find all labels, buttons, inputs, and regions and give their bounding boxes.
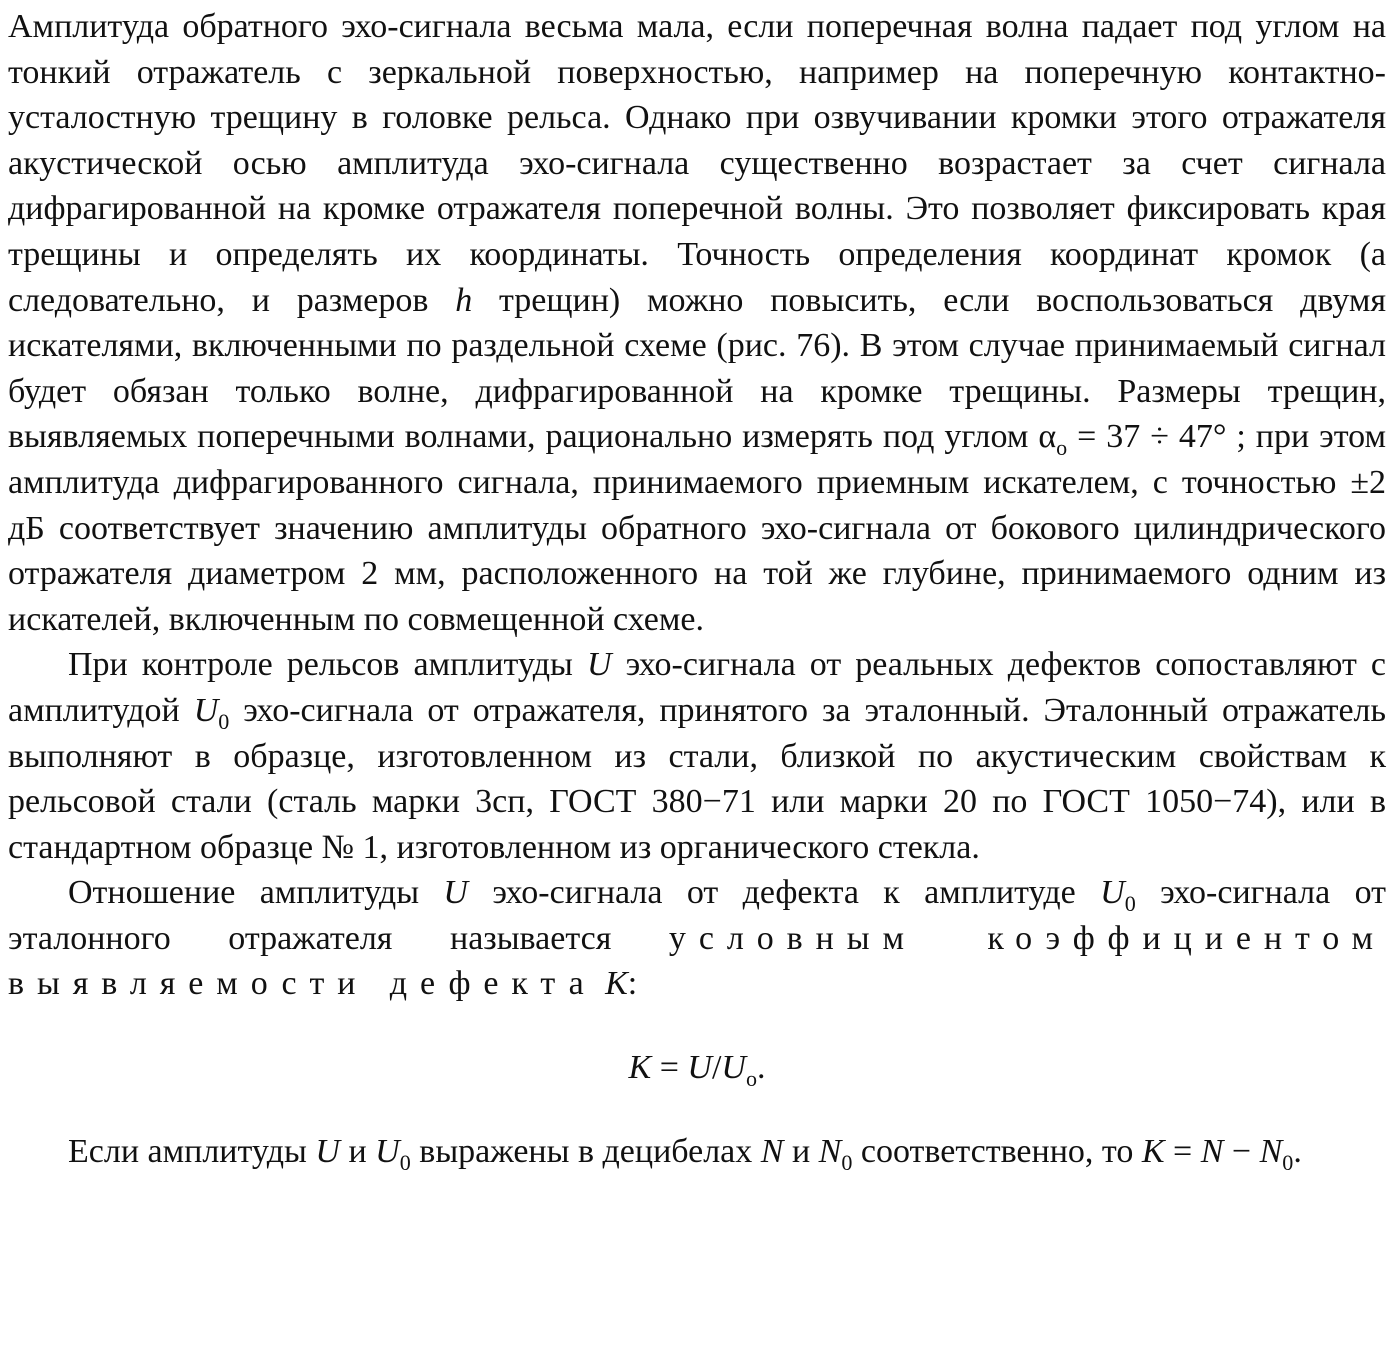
paragraph-2-text-a: При контроле рельсов амплитуды [68, 646, 573, 684]
paragraph-1-text-c: = 37 ÷ 47° ; при этом амплитуда дифрагированного сигнала, принимаемого приемным искателем, с точностью ±2 дБ соответствует значению амплитуды обратного эхо-сигнала от бокового цилиндрического отражателя диаметром 2 мм, расположенного на той же глубине, принимаемого одним из искателей, включенным по совмещенной схеме. [8, 418, 1387, 638]
paragraph-1 [8, 4, 1386, 642]
paragraph-4-text-b: выражены в децибелах [419, 1132, 753, 1170]
U0-symbol: U [193, 691, 219, 729]
paragraph-3-text-c: эхо-сигнала от эталонного отражателя называется [8, 874, 1386, 957]
paragraph-1-text-b: трещин) можно повысить, если воспользоваться двумя искателями, включенными по раздельной схеме (рис. 76). В этом случае принимаемый сигнал будет обязан только волне, дифрагированной на кромке трещины. Размеры трещин, выявляемых поперечными волнами, рационально измерять под углом [8, 281, 1387, 456]
N0-symbol: N [818, 1132, 842, 1170]
equals: = [1164, 1132, 1201, 1170]
N0-subscript: 0 [1282, 1149, 1294, 1175]
paragraph-2-text-b: эхо-сигнала от реальных дефектов сопоставляют с амплитудой [8, 646, 1387, 729]
variable-U0 [375, 1132, 411, 1175]
defined-term: условным коэффициентом выявляемости дефекта [8, 919, 1386, 1003]
variable-K: K [605, 965, 628, 1003]
variable-N0: N [1259, 1132, 1283, 1170]
and-word-1: и [348, 1132, 367, 1170]
formula [8, 1045, 1386, 1091]
U0-symbol: U [375, 1132, 400, 1170]
variable-U: U [586, 646, 612, 684]
paragraph-3-text-b: эхо-сигнала от дефекта к амплитуде [492, 874, 1076, 912]
variable-U: U [315, 1132, 340, 1170]
variable-N0 [818, 1132, 853, 1175]
paragraph-3-text-a: Отношение амплитуды [68, 874, 420, 912]
variable-N: N [760, 1132, 784, 1170]
U0-subscript: 0 [399, 1149, 411, 1175]
paragraph-2 [8, 642, 1386, 870]
paragraph-4-text-a: Если амплитуды [68, 1132, 307, 1170]
document-page [8, 4, 1386, 1174]
paragraph-4 [8, 1129, 1386, 1175]
paragraph-3 [8, 870, 1386, 1007]
U0-subscript: 0 [1124, 891, 1136, 917]
variable-alpha [1038, 418, 1068, 461]
paragraph-1-text-a: Амплитуда обратного эхо-сигнала весьма мала, если поперечная волна падает под углом на тонкий отражатель с зеркальной поверхностью, например на поперечную контактно-усталостную трещину в головке рельса. Однако при озвучивании кромки этого отражателя акустической осью амплитуда эхо-сигнала существенно возрастает за счет сигнала дифрагированной на кромке отражателя поперечной волны. Это позволяет фиксировать края трещины и определять их координаты. Точность определения координат кромок (а следовательно, и размеров [8, 8, 1386, 319]
paragraph-2-text-c: эхо-сигнала от отражателя, принятого за эталонный. Эталонный отражатель выполняют в образце, изготовленном из стали, близкой по акустическим свойствам к рельсовой стали (сталь марки 3сп, ГОСТ 380−71 или марки 20 по ГОСТ 1050−74), или в стандартном образце № 1, изготовленном из органического стекла. [8, 691, 1387, 866]
formula-slash: / [711, 1049, 722, 1087]
variable-h: h [455, 281, 473, 319]
formula-U0: U [721, 1049, 746, 1087]
alpha-subscript: о [1056, 435, 1068, 461]
variable-U0 [1100, 874, 1136, 917]
U0-symbol: U [1100, 874, 1125, 912]
minus: − [1223, 1132, 1260, 1170]
colon: : [627, 965, 638, 1003]
formula-K: K [628, 1049, 652, 1087]
U0-subscript: 0 [218, 708, 230, 734]
variable-N: N [1200, 1132, 1224, 1170]
and-word-2: и [791, 1132, 811, 1170]
variable-U: U [443, 874, 468, 912]
formula-U: U [687, 1049, 712, 1087]
final-dot: . [1293, 1132, 1302, 1170]
variable-U0 [193, 691, 230, 734]
alpha-symbol: α [1038, 418, 1057, 456]
formula-dot: . [757, 1049, 766, 1087]
paragraph-4-text-c: соответственно, то [860, 1132, 1134, 1170]
N0-subscript: 0 [841, 1149, 853, 1175]
formula-equals: = [651, 1049, 688, 1087]
variable-K: K [1141, 1132, 1165, 1170]
formula-U0-subscript: о [745, 1065, 757, 1091]
